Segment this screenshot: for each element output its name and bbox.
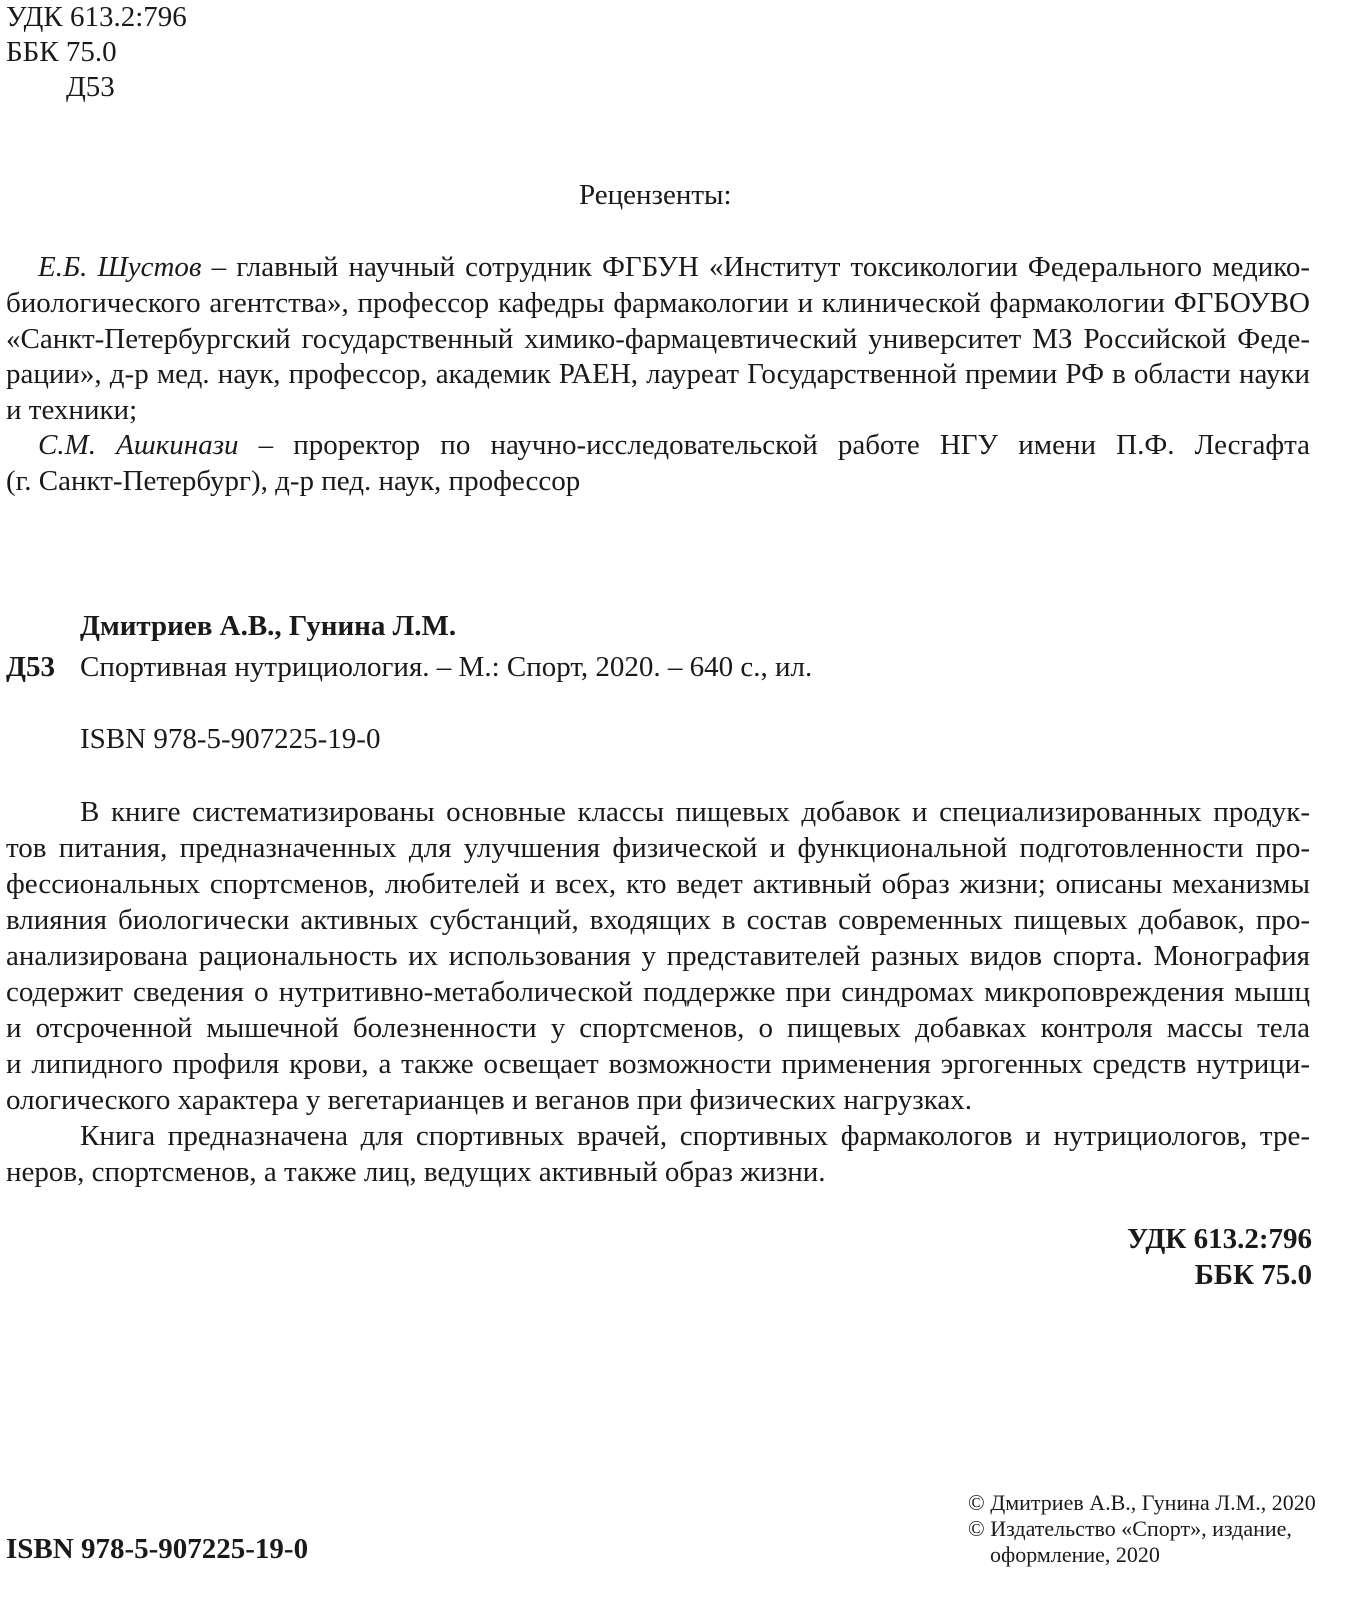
annotation-p1-line-5: анализирована рациональность их использования у представителей разных видов спорта. Монография — [6, 940, 1310, 972]
copyright-authors: © Дмитриев А.В., Гунина Л.М., 2020 — [968, 1490, 1316, 1515]
header-udk: УДК 613.2:796 — [6, 1, 187, 33]
classification-udk: УДК 613.2:796 — [1127, 1223, 1312, 1255]
classification-bbk: ББК 75.0 — [1194, 1259, 1312, 1291]
annotation-p1-line-3: фессиональных спортсменов, любителей и всех, кто ведет активный образ жизни; описаны механизмы — [6, 868, 1310, 900]
copyright-publisher: © Издательство «Спорт», издание, — [968, 1516, 1292, 1541]
reviewer-2-line-1 — [38, 428, 1310, 462]
reviewer-2-name: С.М. Ашкинази — [38, 429, 239, 461]
reviewer-1-line-3: «Санкт-Петербургский государственный химико-фармацевтический университет МЗ Российской Феде- — [6, 323, 1310, 355]
annotation-p1-line-7: и отсроченной мышечной болезненности у спортсменов, о пищевых добавках контроля массы тела — [6, 1012, 1310, 1044]
annotation-p1-line-9: ологического характера у вегетарианцев и веганов при физических нагрузках. — [6, 1084, 973, 1116]
catalog-title: Спортивная нутрициология. – М.: Спорт, 2020. – 640 с., ил. — [80, 651, 813, 683]
reviewer-1-line-2: биологического агентства», профессор кафедры фармакологии и клинической фармакологии ФГБОУВО — [6, 287, 1310, 319]
header-author-mark: Д53 — [66, 71, 115, 103]
catalog-mark: Д53 — [6, 651, 55, 683]
reviewer-1-line-4: рации», д-р мед. наук, профессор, академик РАЕН, лауреат Государственной премии РФ в области науки — [6, 358, 1310, 390]
copyright-design: оформление, 2020 — [990, 1542, 1160, 1567]
catalog-isbn: ISBN 978-5-907225-19-0 — [80, 723, 381, 755]
reviewer-1-line-1 — [38, 250, 1310, 284]
reviewer-2-line-1-rest: – проректор по научно-исследовательской работе НГУ имени П.Ф. Лесгафта — [238, 429, 1311, 461]
footer-isbn: ISBN 978-5-907225-19-0 — [6, 1533, 309, 1565]
header-bbk: ББК 75.0 — [6, 36, 117, 68]
catalog-authors: Дмитриев А.В., Гунина Л.М. — [80, 610, 457, 642]
reviewer-1-name: Е.Б. Шустов — [38, 251, 202, 283]
reviewer-1-line-5: и техники; — [6, 394, 138, 426]
reviewers-heading: Рецензенты: — [579, 179, 732, 211]
annotation-p2-line-1: Книга предназначена для спортивных врачей, спортивных фармакологов и нутрициологов, тре- — [80, 1120, 1310, 1152]
annotation-p1-line-1: В книге систематизированы основные классы пищевых добавок и специализированных продук- — [80, 796, 1310, 828]
reviewer-2-line-2: (г. Санкт-Петербург), д-р пед. наук, профессор — [6, 465, 581, 497]
annotation-p1-line-4: влияния биологически активных субстанций, входящих в состав современных пищевых добавок, про- — [6, 904, 1310, 936]
annotation-p1-line-6: содержит сведения о нутритивно-метаболической поддержке при синдромах микроповреждения мышц — [6, 976, 1310, 1008]
annotation-p2-line-2: неров, спортсменов, а также лиц, ведущих активный образ жизни. — [6, 1156, 826, 1188]
annotation-p1-line-2: тов питания, предназначенных для улучшения физической и функциональной подготовленности про- — [6, 832, 1310, 864]
reviewer-1-line-1-rest: – главный научный сотрудник ФГБУН «Институт токсикологии Федерального медико- — [201, 251, 1310, 283]
annotation-p1-line-8: и липидного профиля крови, а также освещает возможности применения эргогенных средств нутрици- — [6, 1048, 1310, 1080]
